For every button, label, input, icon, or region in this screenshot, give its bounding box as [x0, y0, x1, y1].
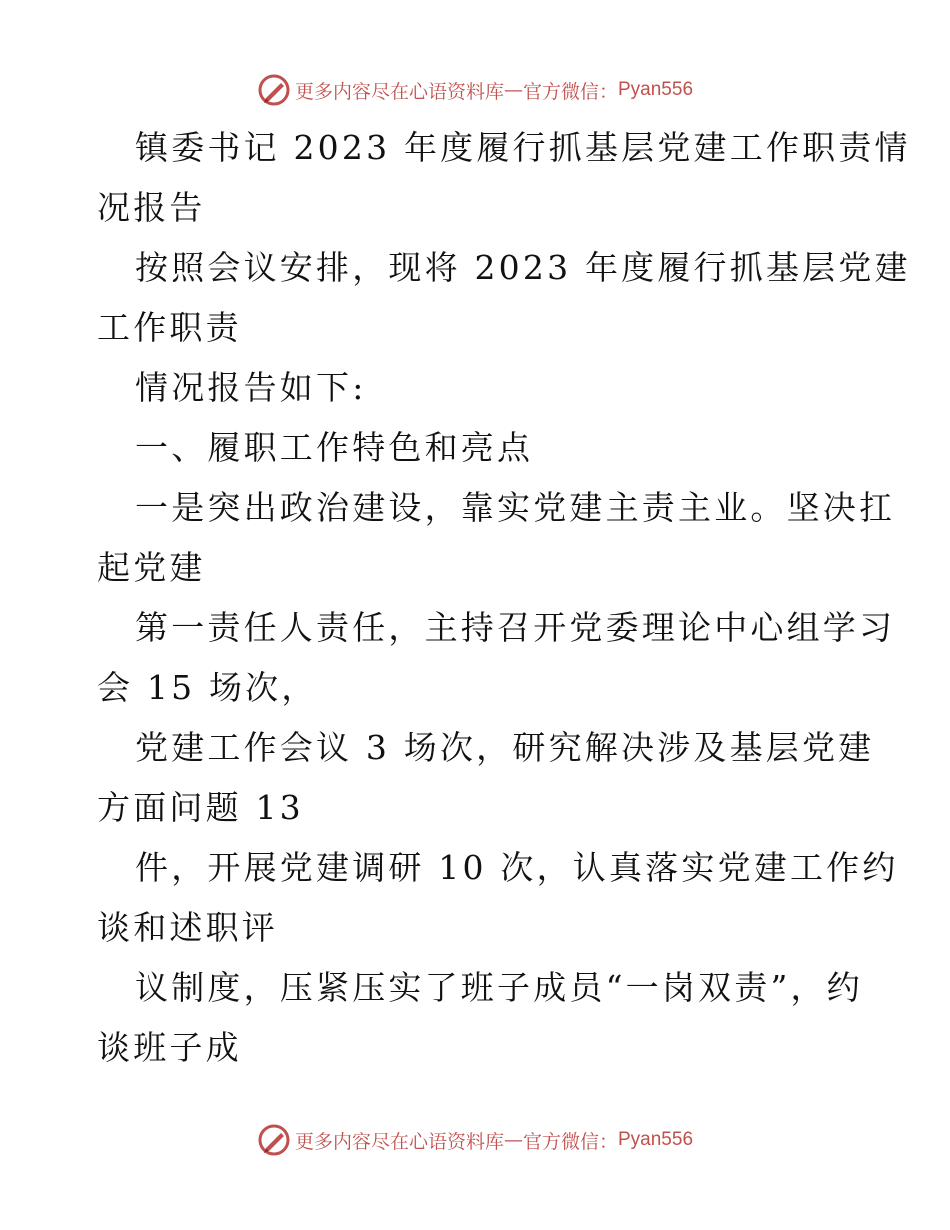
title-line-2: 况报告	[97, 188, 206, 227]
footer-banner-id: Pyan556	[618, 1129, 694, 1150]
paragraph-line: 件，开展党建调研 10 次，认真落实党建工作约	[135, 848, 899, 887]
header-banner-label: 官方微信：	[522, 80, 618, 103]
paragraph-line: 一是突出政治建设，靠实党建主责主业。坚决扛	[135, 488, 896, 527]
paragraph-line: 工作职责	[97, 308, 242, 347]
paragraph-line: 党建工作会议 3 场次，研究解决涉及基层党建	[135, 728, 875, 767]
paragraph-line: 会 15 场次，	[97, 668, 318, 707]
section-heading: 一、履职工作特色和亮点	[135, 428, 534, 467]
footer-banner-label: 官方微信：	[522, 1130, 618, 1153]
title-line-1: 镇委书记 2023 年度履行抓基层党建工作职责情	[135, 128, 911, 167]
paragraph-line: 谈班子成	[97, 1028, 242, 1067]
pen-logo-icon	[257, 1123, 291, 1157]
paragraph-line: 议制度，压紧压实了班子成员“一岗双责”，约	[135, 968, 863, 1007]
paragraph-line: 第一责任人责任，主持召开党委理论中心组学习	[135, 608, 896, 647]
paragraph-line: 情况报告如下:	[135, 368, 367, 407]
header-banner	[0, 70, 950, 110]
header-banner-id: Pyan556	[618, 79, 694, 100]
footer-banner-separator: —	[503, 1129, 523, 1151]
paragraph-line: 谈和述职评	[97, 908, 278, 947]
header-banner-text: 更多内容尽在心语资料库	[294, 80, 504, 103]
paragraph-line: 起党建	[97, 548, 206, 587]
paragraph-line: 按照会议安排，现将 2023 年度履行抓基层党建	[135, 248, 911, 287]
footer-banner-text: 更多内容尽在心语资料库	[294, 1130, 504, 1153]
paragraph-line: 方面问题 13	[97, 788, 304, 827]
header-banner-separator: —	[503, 79, 523, 101]
document-body	[97, 118, 911, 1078]
pen-logo-icon	[257, 73, 291, 107]
footer-banner	[0, 1120, 950, 1160]
